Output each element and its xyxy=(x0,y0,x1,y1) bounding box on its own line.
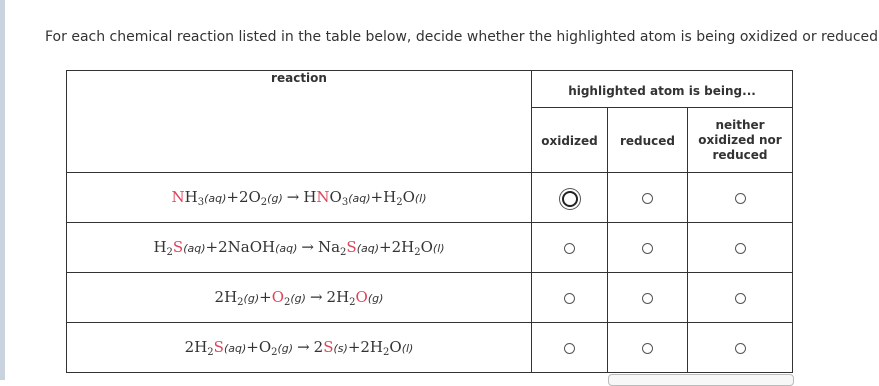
reaction-column-header xyxy=(67,71,532,173)
reduced-radio[interactable] xyxy=(642,343,653,354)
neither-option-cell xyxy=(688,223,793,273)
reduced-radio[interactable] xyxy=(642,243,653,254)
reaction-equation: $NH_3(aq)+2O_2(g) \to HNO_3(aq)+H_2O(l)$ xyxy=(67,173,532,223)
reaction-equation: $H_2S(aq)+2NaOH(aq) \to Na_2S(aq)+2H_2O(l)$ xyxy=(67,223,532,273)
reaction-equation: $2H_2(g)+O_2(g) \to 2H_2O(g)$ xyxy=(67,273,532,323)
instructions-text: For each chemical reaction listed in the table below, decide whether the highlighted atom is being oxidized or reduced xyxy=(45,29,879,45)
neither-radio[interactable] xyxy=(735,293,746,304)
oxidized-option-cell xyxy=(532,223,608,273)
oxidized-option-cell xyxy=(532,173,608,223)
neither-option-cell xyxy=(688,173,793,223)
bottom-scroll-control[interactable] xyxy=(608,374,794,386)
reduced-option-cell xyxy=(608,273,688,323)
neither-header-line2: oxidized nor xyxy=(698,132,782,147)
table-row xyxy=(67,223,793,273)
neither-option-cell xyxy=(688,323,793,373)
reduced-option-cell xyxy=(608,323,688,373)
oxidized-radio[interactable] xyxy=(564,343,575,354)
reduced-option-cell xyxy=(608,223,688,273)
neither-column-header xyxy=(688,108,793,173)
group-header-label: highlighted atom is being... xyxy=(568,83,756,98)
neither-radio[interactable] xyxy=(735,243,746,254)
oxidized-header-label: oxidized xyxy=(541,133,598,148)
reaction-header-label: reaction xyxy=(271,71,327,85)
neither-header-line3: reduced xyxy=(712,147,768,162)
reduced-option-cell xyxy=(608,173,688,223)
oxidized-option-cell xyxy=(532,273,608,323)
outcome-group-header xyxy=(532,71,793,108)
reaction-equation: $2H_2S(aq)+O_2(g) \to 2S(s)+2H_2O(l)$ xyxy=(67,323,532,373)
reduced-column-header xyxy=(608,108,688,173)
left-edge-bar xyxy=(0,0,5,380)
reduced-header-label: reduced xyxy=(619,133,676,148)
oxidized-radio[interactable] xyxy=(562,191,578,207)
oxidized-radio[interactable] xyxy=(564,243,575,254)
reduced-radio[interactable] xyxy=(642,293,653,304)
neither-header-line1: neither xyxy=(715,117,765,132)
table-row xyxy=(67,273,793,323)
neither-radio[interactable] xyxy=(735,343,746,354)
oxidized-option-cell xyxy=(532,323,608,373)
neither-radio[interactable] xyxy=(735,193,746,204)
reduced-radio[interactable] xyxy=(642,193,653,204)
neither-option-cell xyxy=(688,273,793,323)
table-row xyxy=(67,323,793,373)
oxidized-radio[interactable] xyxy=(564,293,575,304)
oxidized-column-header xyxy=(532,108,608,173)
table-row xyxy=(67,173,793,223)
reaction-table xyxy=(66,70,793,373)
